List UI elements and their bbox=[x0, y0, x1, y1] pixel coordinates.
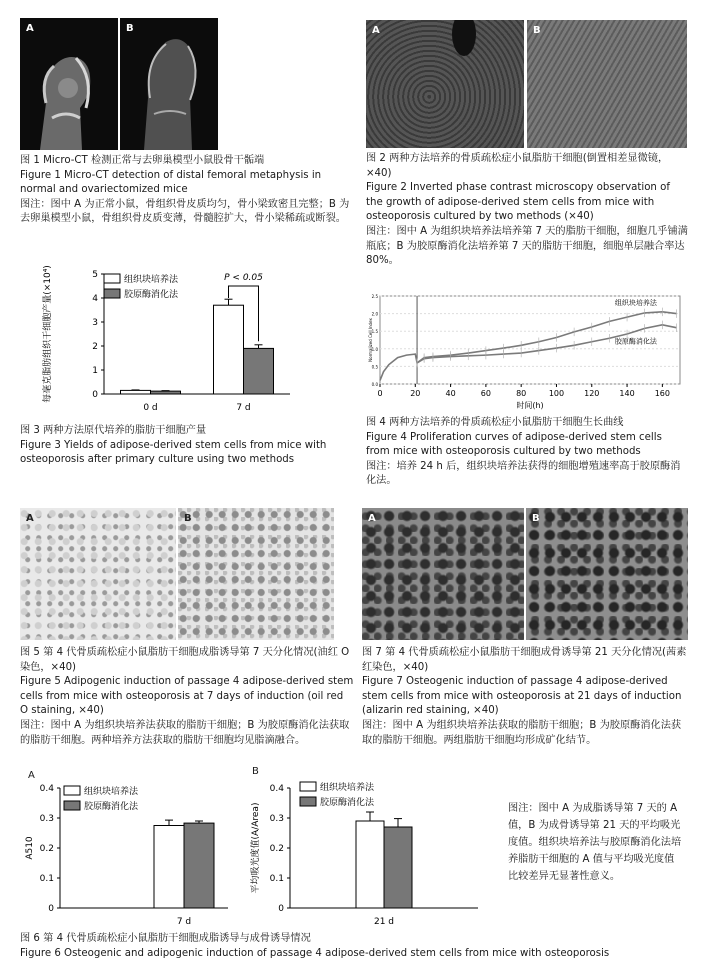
fig4-chart bbox=[366, 288, 688, 412]
series-label-collagenase: 胶原酶消化法 bbox=[614, 337, 657, 346]
fig3-chart bbox=[20, 262, 320, 420]
y-tick-label: 1 bbox=[92, 366, 98, 376]
fig7-caption bbox=[362, 646, 690, 748]
legend-swatch bbox=[104, 289, 120, 298]
bar bbox=[244, 348, 274, 394]
legend-swatch bbox=[300, 797, 316, 806]
legend-swatch bbox=[300, 782, 316, 791]
fig4-title-cn: 图 4 两种方法培养的骨质疏松症小鼠脂肪干细胞生长曲线 bbox=[366, 417, 624, 428]
fig7-title-en: Figure 7 Osteogenic induction of passage 4 adipose-derived stem cells from mice with osteoporosis at 21 days of induction (alizarin red staining, ×40) bbox=[362, 676, 682, 717]
x-tick-label: 40 bbox=[445, 389, 456, 398]
fig5-label-b: B bbox=[184, 513, 192, 524]
legend-label: 胶原酶消化法 bbox=[84, 802, 139, 812]
y-tick-label: 1.0 bbox=[371, 346, 378, 352]
fig6-title-en: Figure 6 Osteogenic and adipogenic induction of passage 4 adipose-derived stem cells from mice with osteoporosis bbox=[20, 947, 610, 959]
x-tick-label: 0 d bbox=[143, 403, 158, 413]
x-tick-label: 21 d bbox=[373, 917, 395, 927]
y-tick-label: 0.1 bbox=[39, 874, 54, 884]
fig2-label-b: B bbox=[533, 25, 541, 36]
y-tick-label: 0.2 bbox=[269, 844, 284, 854]
y-tick-label: 1.5 bbox=[371, 329, 378, 335]
x-tick-label: 80 bbox=[516, 389, 527, 398]
fig1-image-b bbox=[120, 18, 218, 150]
legend-label: 胶原酶消化法 bbox=[320, 798, 375, 808]
y-axis-label: Normalized Cell Index bbox=[368, 318, 373, 362]
fig1-b-ct-scan bbox=[120, 18, 218, 150]
fig1-label-b: B bbox=[126, 23, 134, 34]
fig7-label-a: A bbox=[368, 513, 376, 524]
fig4-title-en: Figure 4 Proliferation curves of adipose-derived stem cells from mice with osteoporosis cultured by two methods bbox=[366, 431, 662, 458]
fig5-title-en: Figure 5 Adipogenic induction of passage 4 adipose-derived stem cells from mice with osteoporosis at 7 days of induction (oil red O staining, ×40) bbox=[20, 676, 354, 717]
x-tick-label: 100 bbox=[548, 389, 565, 398]
fig5-image-a bbox=[20, 508, 176, 640]
fig7-note: 图注：图中 A 为组织块培养法获取的脂肪干细胞；B 为胶原酶消化法获取的脂肪干细胞。两组脂肪干细胞均形成矿化结节。 bbox=[362, 719, 682, 746]
bar bbox=[154, 826, 184, 909]
y-tick-label: 0.2 bbox=[39, 844, 54, 854]
fig5-label-a: A bbox=[26, 513, 34, 524]
bar bbox=[356, 821, 384, 908]
legend-swatch bbox=[104, 274, 120, 283]
x-axis-label: 时间(h) bbox=[516, 401, 544, 410]
y-tick-label: 0 bbox=[278, 904, 284, 914]
y-tick-label: 2.5 bbox=[371, 294, 378, 299]
fig7-label-b: B bbox=[532, 513, 540, 524]
x-tick-label: 120 bbox=[584, 389, 600, 398]
legend-label: 胶原酶消化法 bbox=[124, 290, 179, 300]
legend-label: 组织块培养法 bbox=[84, 787, 139, 797]
fig4-note: 图注：培养 24 h 后，组织块培养法获得的细胞增殖速率高于胶原酶消化法。 bbox=[366, 460, 681, 487]
y-tick-label: 0.4 bbox=[39, 784, 54, 794]
fig2-caption bbox=[366, 152, 688, 269]
x-tick-label: 0 bbox=[377, 389, 383, 398]
fig1-title-cn: 图 1 Micro-CT 检测正常与去卵巢模型小鼠股骨干骺端 bbox=[20, 155, 265, 166]
x-tick-label: 7 d bbox=[236, 403, 251, 413]
legend-label: 组织块培养法 bbox=[124, 275, 179, 285]
fig4-caption bbox=[366, 416, 688, 489]
y-tick-label: 0.3 bbox=[269, 814, 284, 824]
x-tick-label: 20 bbox=[410, 389, 421, 398]
fig1-label-a: A bbox=[26, 23, 34, 34]
fig2-note: 图注：图中 A 为组织块培养法培养第 7 天的脂肪干细胞，细胞几乎铺满瓶底；B 为胶原酶消化法培养第 7 天的脂肪干细胞，细胞单层融合率达 80%。 bbox=[366, 225, 688, 267]
significance-label: P < 0.05 bbox=[224, 273, 263, 283]
bar bbox=[214, 305, 244, 394]
fig1-a-ct-scan bbox=[20, 18, 118, 150]
fig1-title-en: Figure 1 Micro-CT detection of distal femoral metaphysis in normal and ovariectomized mice bbox=[20, 169, 322, 196]
fig7-image-a bbox=[362, 508, 524, 640]
y-tick-label: 3 bbox=[92, 318, 98, 328]
fig5-note: 图注：图中 A 为组织块培养法获取的脂肪干细胞；B 为胶原酶消化法获取的脂肪干细胞。两种培养方法获取的脂肪干细胞均见脂滴融合。 bbox=[20, 719, 350, 746]
fig3-title-cn: 图 3 两种方法原代培养的脂肪干细胞产量 bbox=[20, 425, 207, 436]
fig3-title-en: Figure 3 Yields of adipose-derived stem cells from mice with osteoporosis after primary culture using two methods bbox=[20, 439, 327, 466]
y-tick-label: 5 bbox=[92, 270, 98, 280]
x-tick-label: 60 bbox=[480, 389, 491, 398]
y-axis-label: 每毫克脂肪组织干细胞产量(×10⁴) bbox=[43, 265, 53, 403]
bar bbox=[151, 391, 181, 394]
fig5-caption bbox=[20, 646, 354, 748]
y-tick-label: 0.0 bbox=[371, 382, 378, 387]
y-tick-label: 2 bbox=[92, 342, 98, 352]
fig6b-chart bbox=[246, 778, 486, 932]
x-tick-label: 140 bbox=[619, 389, 635, 398]
fig7-title-cn: 图 7 第 4 代骨质疏松症小鼠脂肪干细胞成骨诱导第 21 天分化情况(茜素红染色，×40) bbox=[362, 647, 687, 673]
y-tick-label: 0 bbox=[92, 390, 98, 400]
fig2-a-overlay bbox=[366, 20, 524, 148]
fig6-title-cn: 图 6 第 4 代骨质疏松症小鼠脂肪干细胞成脂诱导与成骨诱导情况 bbox=[20, 933, 311, 944]
fig6a-chart bbox=[20, 782, 240, 932]
legend-swatch bbox=[64, 786, 80, 795]
legend-swatch bbox=[64, 801, 80, 810]
fig2-image-a bbox=[366, 20, 524, 148]
bar bbox=[384, 827, 412, 908]
bar bbox=[121, 390, 151, 394]
fig6-label-a: A bbox=[28, 770, 35, 781]
series-label-tissue: 组织块培养法 bbox=[614, 298, 657, 307]
fig6-note: 图注：图中 A 为成脂诱导第 7 天的 A 值，B 为成骨诱导第 21 天的平均吸光度值。组织块培养法与胶原酶消化法培养脂肪干细胞的 A 值与平均吸光度值比较差异无显著性意义。 bbox=[508, 803, 682, 882]
fig5-title-cn: 图 5 第 4 代骨质疏松症小鼠脂肪干细胞成脂诱导第 7 天分化情况(油红 O 染色，×40) bbox=[20, 647, 350, 673]
fig1-caption bbox=[20, 154, 350, 227]
y-tick-label: 2.0 bbox=[371, 311, 378, 317]
fig1-note: 图注：图中 A 为正常小鼠，骨组织骨皮质均匀，骨小梁致密且完整；B 为去卵巢模型小鼠，骨组织骨皮质变薄，骨髓腔扩大，骨小梁稀疏或断裂。 bbox=[20, 198, 350, 225]
y-tick-label: 0.3 bbox=[39, 814, 54, 824]
y-tick-label: 0.4 bbox=[269, 784, 284, 794]
fig2-label-a: A bbox=[372, 25, 380, 36]
y-tick-label: 0 bbox=[48, 904, 54, 914]
fig1-image-a bbox=[20, 18, 118, 150]
fig6-caption bbox=[20, 932, 690, 961]
fig7-image-b bbox=[526, 508, 688, 640]
y-axis-label: A510 bbox=[25, 836, 35, 860]
x-tick-label: 7 d bbox=[176, 917, 192, 927]
fig3-caption bbox=[20, 424, 350, 468]
x-tick-label: 160 bbox=[654, 389, 670, 398]
fig2-title-en: Figure 2 Inverted phase contrast microscopy observation of the growth of adipose-derived stem cells from mice with osteoporosis cultured by two methods (×40) bbox=[366, 182, 670, 223]
fig6-label-b: B bbox=[252, 766, 259, 777]
legend-label: 组织块培养法 bbox=[320, 783, 375, 793]
bar bbox=[184, 823, 214, 908]
y-axis-label: 平均吸光度值(A/Area) bbox=[251, 802, 261, 894]
y-tick-label: 4 bbox=[92, 294, 98, 304]
fig2-image-b bbox=[527, 20, 687, 148]
fig2-title-cn: 图 2 两种方法培养的骨质疏松症小鼠脂肪干细胞(倒置相差显微镜，×40) bbox=[366, 153, 669, 179]
y-tick-label: 0.1 bbox=[269, 874, 284, 884]
fig5-image-b bbox=[178, 508, 334, 640]
y-tick-label: 0.5 bbox=[371, 364, 378, 370]
